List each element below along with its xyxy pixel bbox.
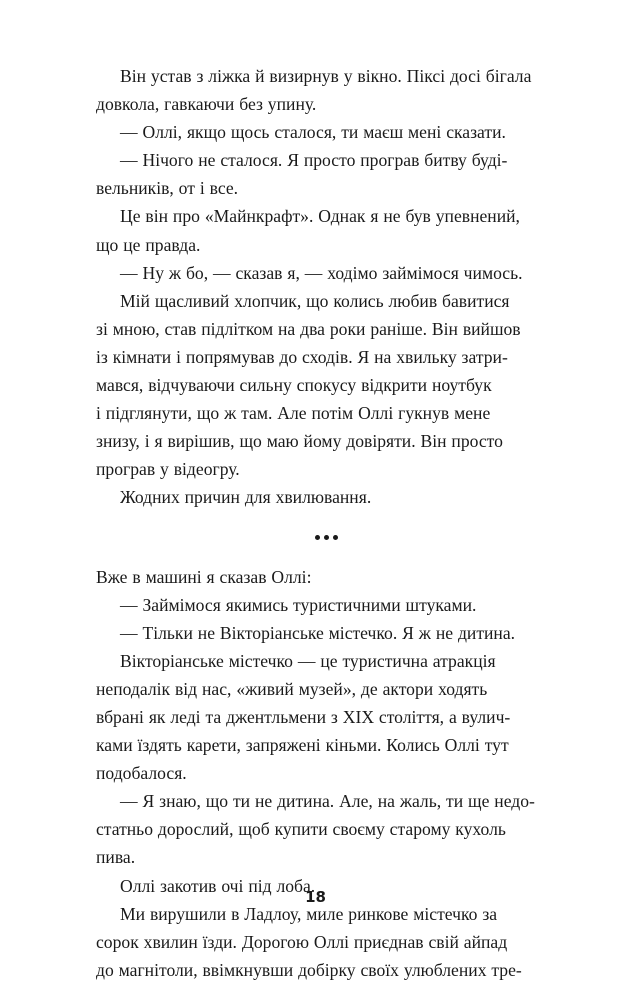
paragraph: Вікторіанське містечко — це туристична атракція неподалік від нас, «живий музей», де актори ходять вбрані як леді та джентльмени з XIX століття, а вулич- ками їздять карети, запряжені кіньми. Колись Оллі тут подобалося. — [96, 650, 511, 784]
paragraph: Жодних причин для хвилювання. — [120, 487, 372, 508]
paragraph: — Займімося якимись туристичними штуками. — [120, 594, 477, 615]
paragraph: Це він про «Майнкрафт». Однак я не був упевнений, що це правда. — [96, 206, 520, 255]
paragraph: Він устав з ліжка й визирнув у вікно. Піксі досі бігала довкола, гавкаючи без упину. — [96, 66, 532, 115]
paragraph: Вже в машині я сказав Оллі: — [96, 566, 312, 587]
page-number: 18 — [305, 888, 326, 906]
paragraph: — Нічого не сталося. Я просто програв битву буді- вельників, от і все. — [96, 150, 508, 199]
dot-icon — [333, 535, 338, 540]
dot-icon — [315, 535, 320, 540]
section-break — [96, 512, 556, 563]
dot-icon — [324, 535, 329, 540]
paragraph: — Оллі, якщо щось сталося, ти маєш мені сказати. — [120, 122, 506, 143]
section-break-dots — [315, 535, 338, 540]
paragraph: — Ну ж бо, — сказав я, — ходімо займімося чимось. — [120, 262, 523, 283]
paragraph: — Тільки не Вікторіанське містечко. Я ж не дитина. — [120, 622, 516, 643]
paragraph: — Я знаю, що ти не дитина. Але, на жаль, ти ще недо- статньо дорослий, щоб купити своєму старому кухоль пива. — [96, 791, 535, 868]
paragraph: Оллі закотив очі під лоба. — [120, 875, 316, 896]
paragraph: Мій щасливий хлопчик, що колись любив бавитися зі мною, став підлітком на два роки раніше. Він вийшов із кімнати і попрямував до сходів. Я на хвильку затри- мався, відчуваючи сильну спокусу відкрити ноутбук і підглянути, що ж там. Але потім Оллі гукнув мене знизу, і я вирішив, що маю йому довіряти. Він просто програв у відеогру. — [96, 290, 521, 480]
page-body — [96, 62, 556, 984]
paragraph: Ми вирушили в Ладлоу, миле ринкове містечко за сорок хвилин їзди. Дорогою Оллі приєднав свій айпад до магнітоли, ввімкнувши добірку своїх улюблених тре- — [96, 903, 522, 980]
